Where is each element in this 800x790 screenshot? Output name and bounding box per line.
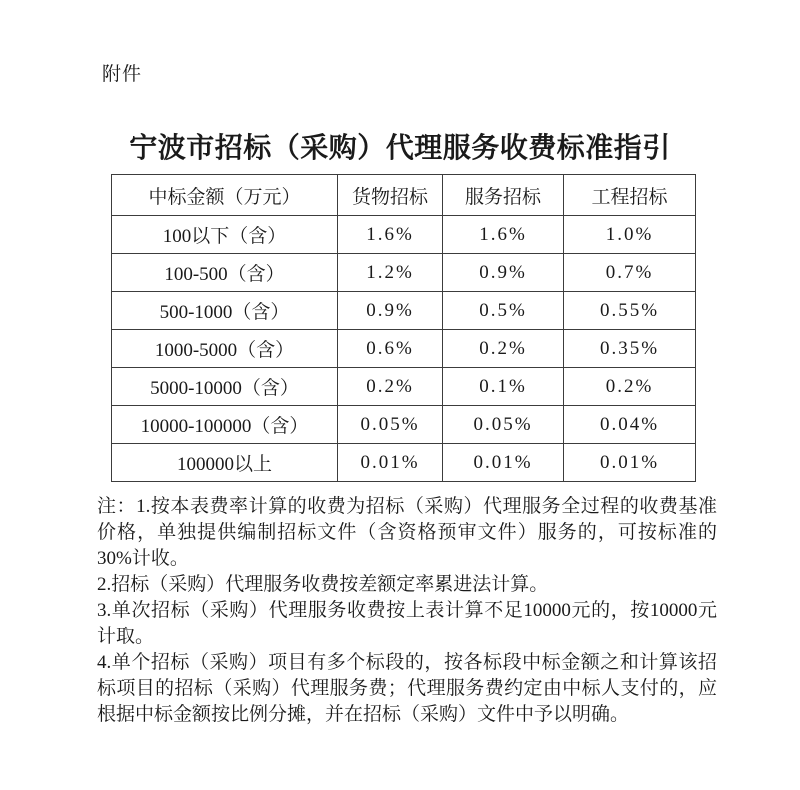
table-row bbox=[112, 216, 696, 254]
engineering-rate-cell: 1.0% bbox=[564, 216, 696, 254]
engineering-rate-cell: 0.55% bbox=[564, 292, 696, 330]
engineering-rate-cell: 0.01% bbox=[564, 444, 696, 482]
table-row bbox=[112, 330, 696, 368]
engineering-rate-cell: 0.2% bbox=[564, 368, 696, 406]
amount-cell: 5000-10000（含） bbox=[112, 368, 338, 406]
engineering-rate-cell: 0.35% bbox=[564, 330, 696, 368]
table-row bbox=[112, 254, 696, 292]
attachment-label: 附件 bbox=[102, 64, 143, 85]
table-row bbox=[112, 368, 696, 406]
goods-rate-cell: 0.05% bbox=[338, 406, 443, 444]
goods-rate-cell: 0.9% bbox=[338, 292, 443, 330]
amount-cell: 1000-5000（含） bbox=[112, 330, 338, 368]
service-rate-cell: 0.05% bbox=[443, 406, 564, 444]
service-rate-cell: 0.01% bbox=[443, 444, 564, 482]
note-item-1: 注：1.按本表费率计算的收费为招标（采购）代理服务全过程的收费基准价格，单独提供编制招标文件（含资格预审文件）服务的，可按标准的30%计收。 bbox=[97, 496, 717, 569]
engineering-rate-cell: 0.04% bbox=[564, 406, 696, 444]
note-item-4: 4.单个招标（采购）项目有多个标段的，按各标段中标金额之和计算该招标项目的招标（采购）代理服务费；代理服务费约定由中标人支付的，应根据中标金额按比例分摊，并在招标（采购）文件中予以明确。 bbox=[97, 652, 717, 725]
goods-rate-cell: 1.2% bbox=[338, 254, 443, 292]
table-row bbox=[112, 406, 696, 444]
service-rate-cell: 0.5% bbox=[443, 292, 564, 330]
goods-rate-cell: 0.01% bbox=[338, 444, 443, 482]
engineering-rate-cell: 0.7% bbox=[564, 254, 696, 292]
fee-table bbox=[111, 174, 696, 482]
table-row bbox=[112, 444, 696, 482]
goods-rate-cell: 0.2% bbox=[338, 368, 443, 406]
page-title: 宁波市招标（采购）代理服务收费标准指引 bbox=[129, 133, 671, 164]
table-row bbox=[112, 292, 696, 330]
service-rate-cell: 0.1% bbox=[443, 368, 564, 406]
note-item-3: 3.单次招标（采购）代理服务收费按上表计算不足10000元的，按10000元计取。 bbox=[97, 600, 717, 647]
amount-cell: 100000以上 bbox=[112, 444, 338, 482]
table-header-row bbox=[112, 175, 696, 216]
goods-rate-cell: 1.6% bbox=[338, 216, 443, 254]
col-header-goods: 货物招标 bbox=[338, 175, 443, 216]
note-item-2: 2.招标（采购）代理服务收费按差额定率累进法计算。 bbox=[97, 574, 549, 595]
col-header-service: 服务招标 bbox=[443, 175, 564, 216]
amount-cell: 500-1000（含） bbox=[112, 292, 338, 330]
service-rate-cell: 0.2% bbox=[443, 330, 564, 368]
service-rate-cell: 0.9% bbox=[443, 254, 564, 292]
amount-cell: 10000-100000（含） bbox=[112, 406, 338, 444]
col-header-amount: 中标金额（万元） bbox=[112, 175, 338, 216]
notes-section bbox=[97, 494, 717, 728]
service-rate-cell: 1.6% bbox=[443, 216, 564, 254]
amount-cell: 100以下（含） bbox=[112, 216, 338, 254]
amount-cell: 100-500（含） bbox=[112, 254, 338, 292]
goods-rate-cell: 0.6% bbox=[338, 330, 443, 368]
col-header-engineering: 工程招标 bbox=[564, 175, 696, 216]
